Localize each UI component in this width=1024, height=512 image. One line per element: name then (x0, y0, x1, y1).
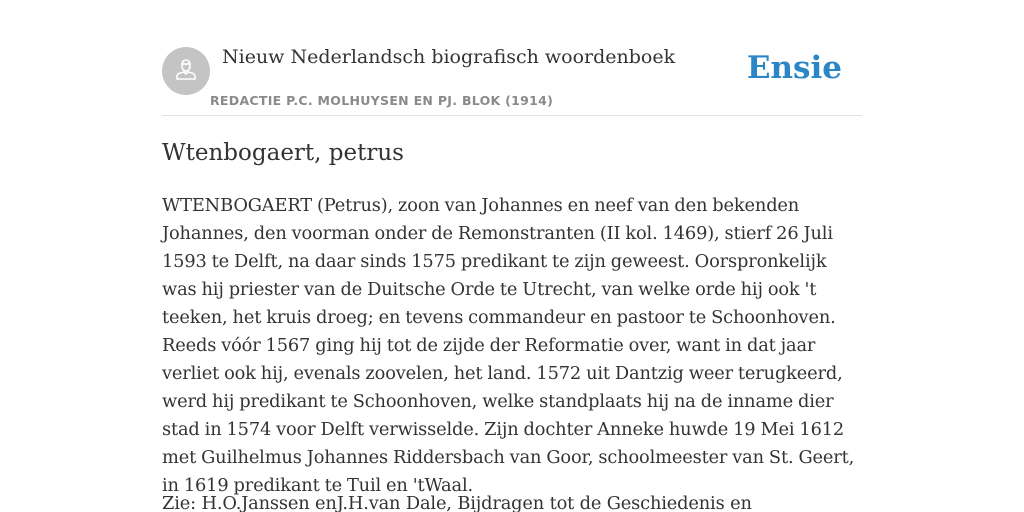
user-icon (173, 56, 199, 86)
entry-see-also: Zie: H.O.Janssen enJ.H.van Dale, Bijdragen tot de Geschiedenis en (162, 493, 752, 512)
page-container (162, 0, 862, 512)
entry-body: WTENBOGAERT (Petrus), zoon van Johannes en neef van den bekenden Johannes, den voorman onder de Remonstranten (II kol. 1469), stierf 26 Juli 1593 te Delft, na daar sinds 1575 predikant te zijn geweest. Oorspronkelijk was hij priester van de Duitsche Orde te Utrecht, van welke orde hij ook 't teeken, het kruis droeg; en tevens commandeur en pastoor te Schoonhoven. Reeds vóór 1567 ging hij tot de zijde der Reformatie over, want in dat jaar verliet ook hij, evenals zoovelen, het land. 1572 uit Dantzig weer terugkeerd, werd hij predikant te Schoonhoven, welke standplaats hij na de inname dier stad in 1574 voor Delft verwisselde. Zijn dochter Anneke huwde 19 Mei 1612 met Guilhelmus Johannes Riddersbach van Goor, schoolmeester van St. Geert, in 1619 predikant te Tuil en 'tWaal. (162, 195, 855, 496)
book-editors: REDACTIE P.C. MOLHUYSEN EN PJ. BLOK (1914) (210, 93, 554, 108)
avatar[interactable] (162, 47, 210, 95)
entry-title: Wtenbogaert, petrus (162, 140, 404, 166)
book-title[interactable]: Nieuw Nederlandsch biografisch woordenboek (222, 46, 676, 68)
source-header (162, 0, 862, 116)
brand-logo[interactable]: Ensie (746, 50, 842, 86)
